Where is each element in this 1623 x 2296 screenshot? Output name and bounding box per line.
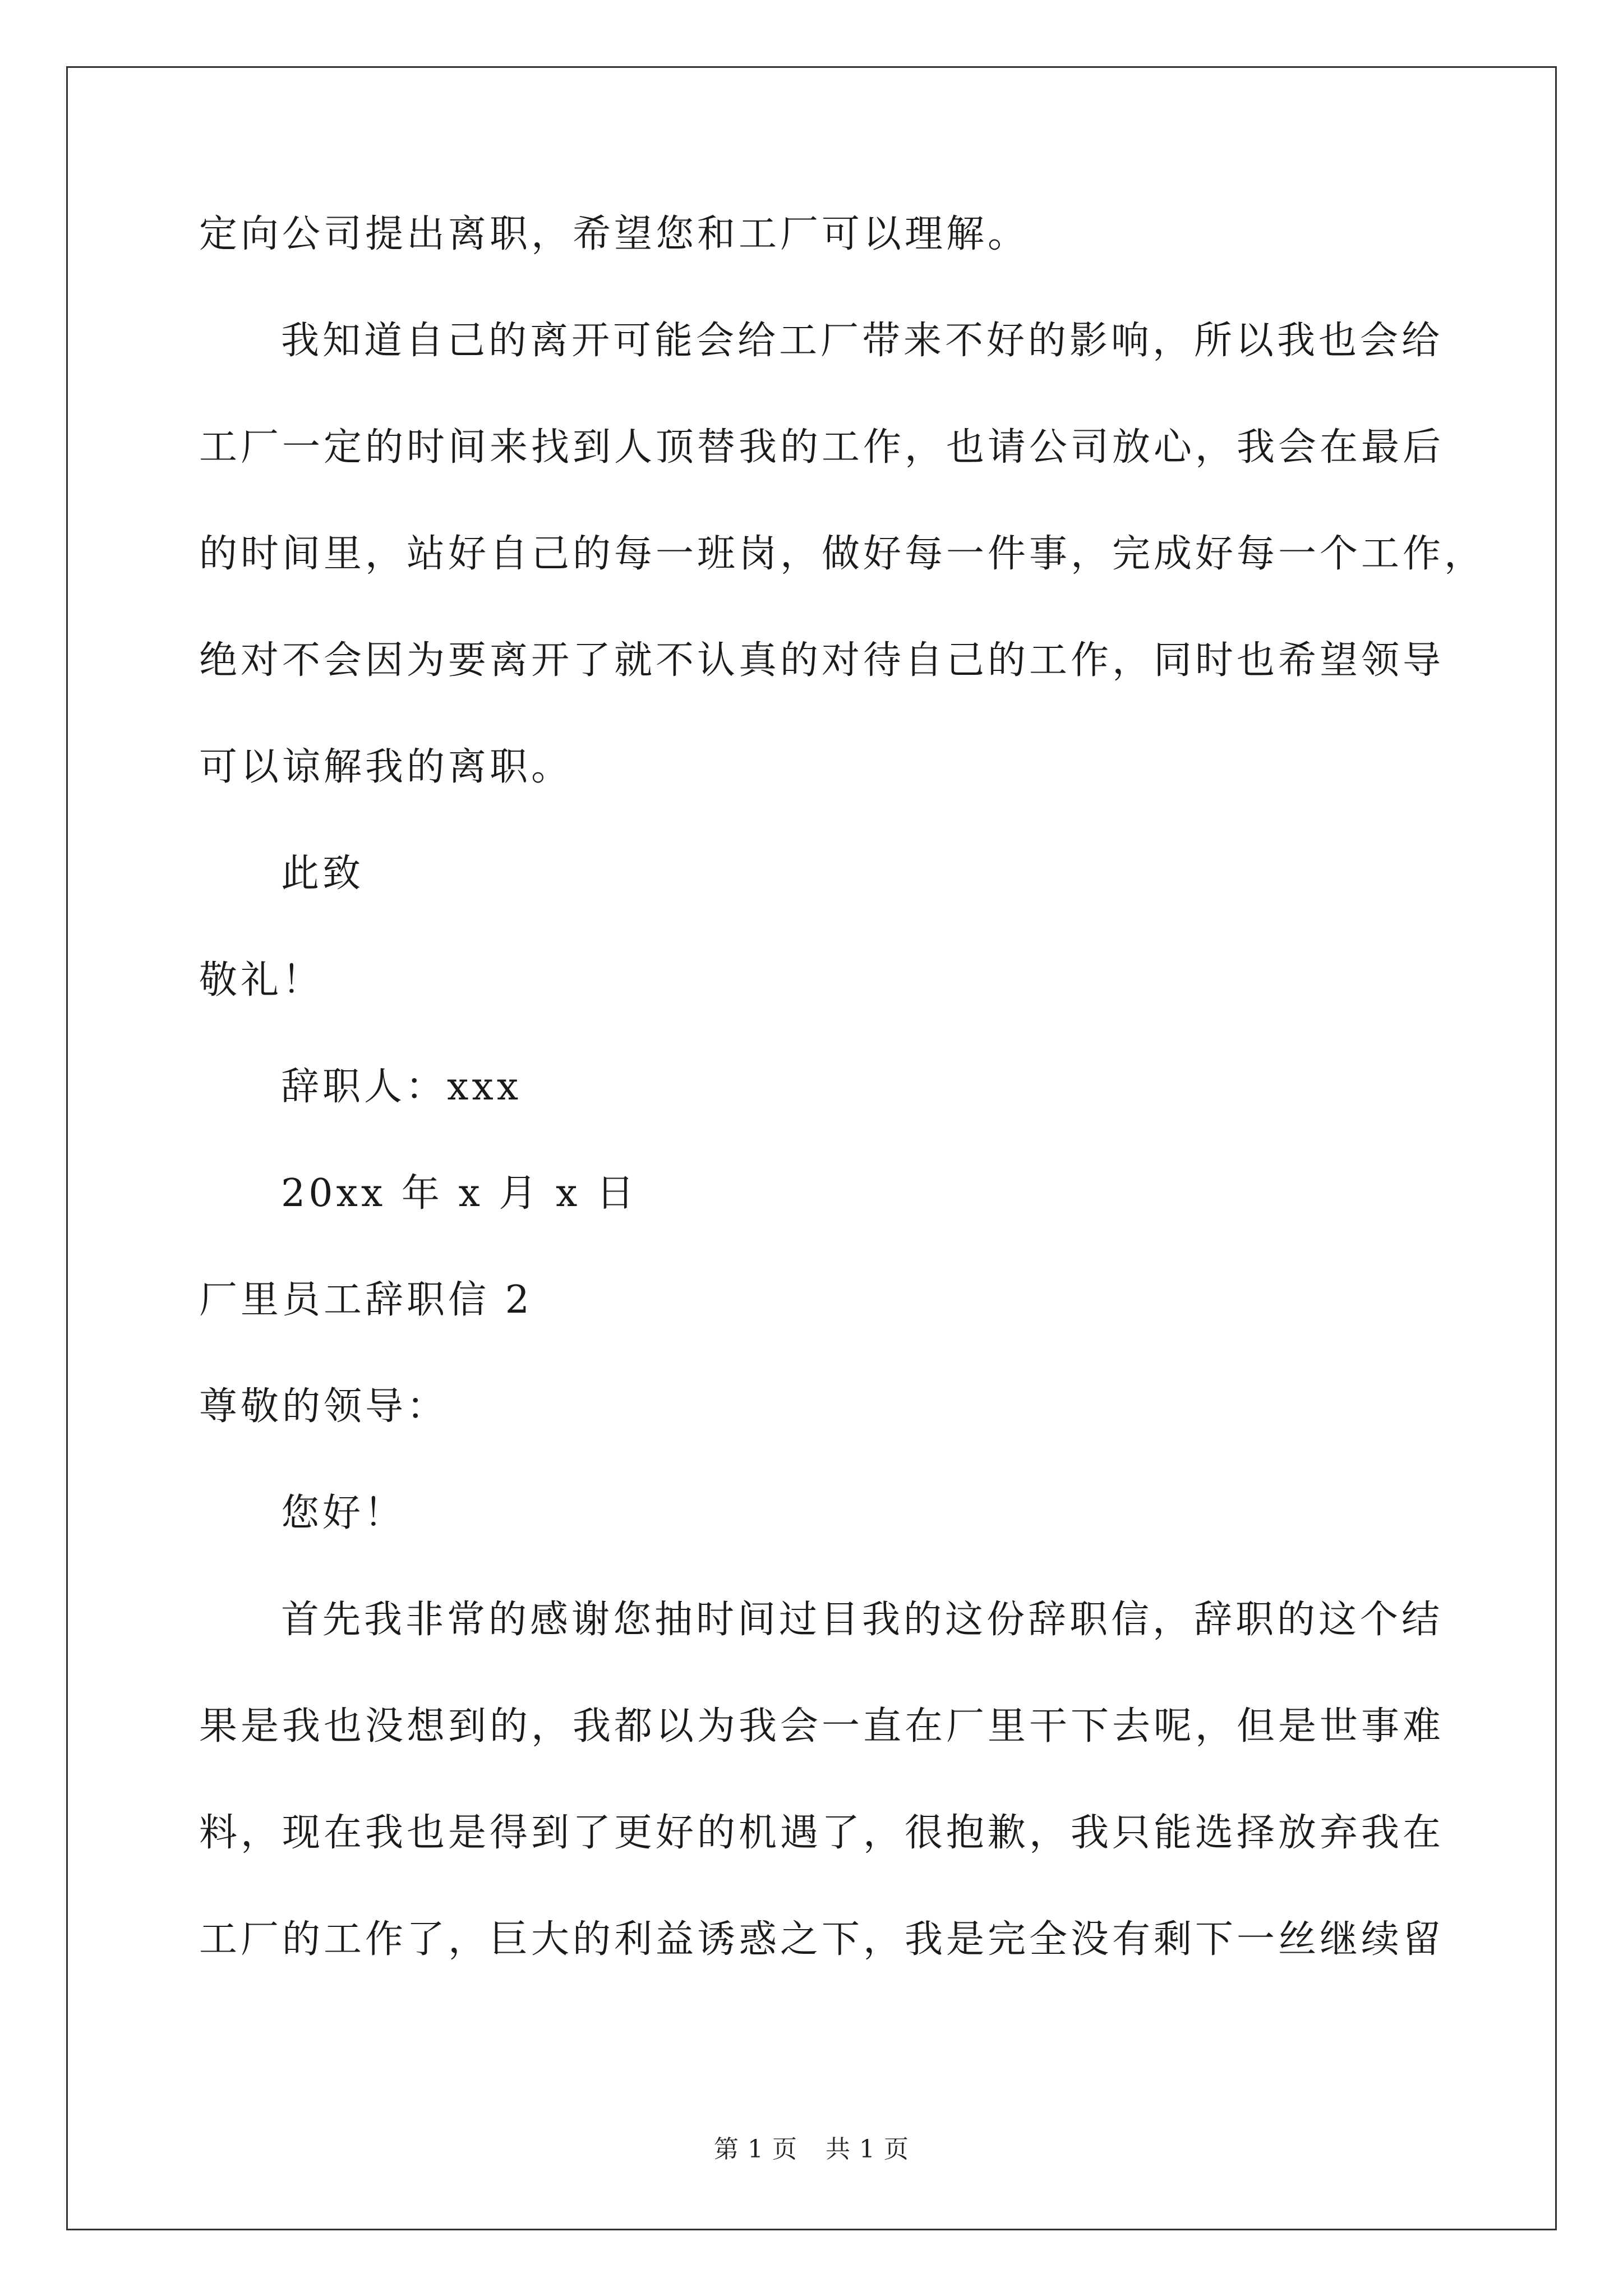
page-number-total: 共 1 页: [826, 2135, 909, 2164]
closing-salutation: 此致: [281, 852, 365, 896]
paragraph-line: 我知道自己的离开可能会给工厂带来不好的影响，所以我也会给: [281, 319, 1444, 363]
page-number-current: 第 1 页: [714, 2135, 797, 2164]
section-title: 厂里员工辞职信 2: [199, 1278, 533, 1322]
signature-name: 辞职人：xxx: [281, 1065, 522, 1109]
paragraph-line: 工厂一定的时间来找到人顶替我的工作，也请公司放心，我会在最后: [199, 425, 1445, 470]
signature-date: 20xx 年 x 月 x 日: [281, 1171, 638, 1216]
paragraph-line: 首先我非常的感谢您抽时间过目我的这份辞职信，辞职的这个结: [281, 1598, 1444, 1642]
paragraph-line: 定向公司提出离职，希望您和工厂可以理解。: [199, 212, 1030, 256]
letter-greeting: 尊敬的领导：: [199, 1384, 449, 1429]
paragraph-line: 工厂的工作了，巨大的利益诱惑之下，我是完全没有剩下一丝继续留: [199, 1917, 1445, 1962]
paragraph-line: 料，现在我也是得到了更好的机遇了，很抱歉，我只能选择放弃我在: [199, 1811, 1445, 1855]
paragraph-line: 果是我也没想到的，我都以为我会一直在厂里干下去呢，但是世事难: [199, 1704, 1445, 1749]
document-body: [199, 198, 1486, 2010]
closing-regards: 敬礼！: [199, 958, 324, 1002]
paragraph-line: 绝对不会因为要离开了就不认真的对待自己的工作，同时也希望领导: [199, 638, 1445, 683]
letter-opening: 您好！: [281, 1491, 406, 1535]
paragraph-line: 的时间里，站好自己的每一班岗，做好每一件事，完成好每一个工作，: [199, 532, 1486, 576]
paragraph-line: 可以谅解我的离职。: [199, 745, 573, 789]
page-footer: [0, 2129, 1623, 2165]
